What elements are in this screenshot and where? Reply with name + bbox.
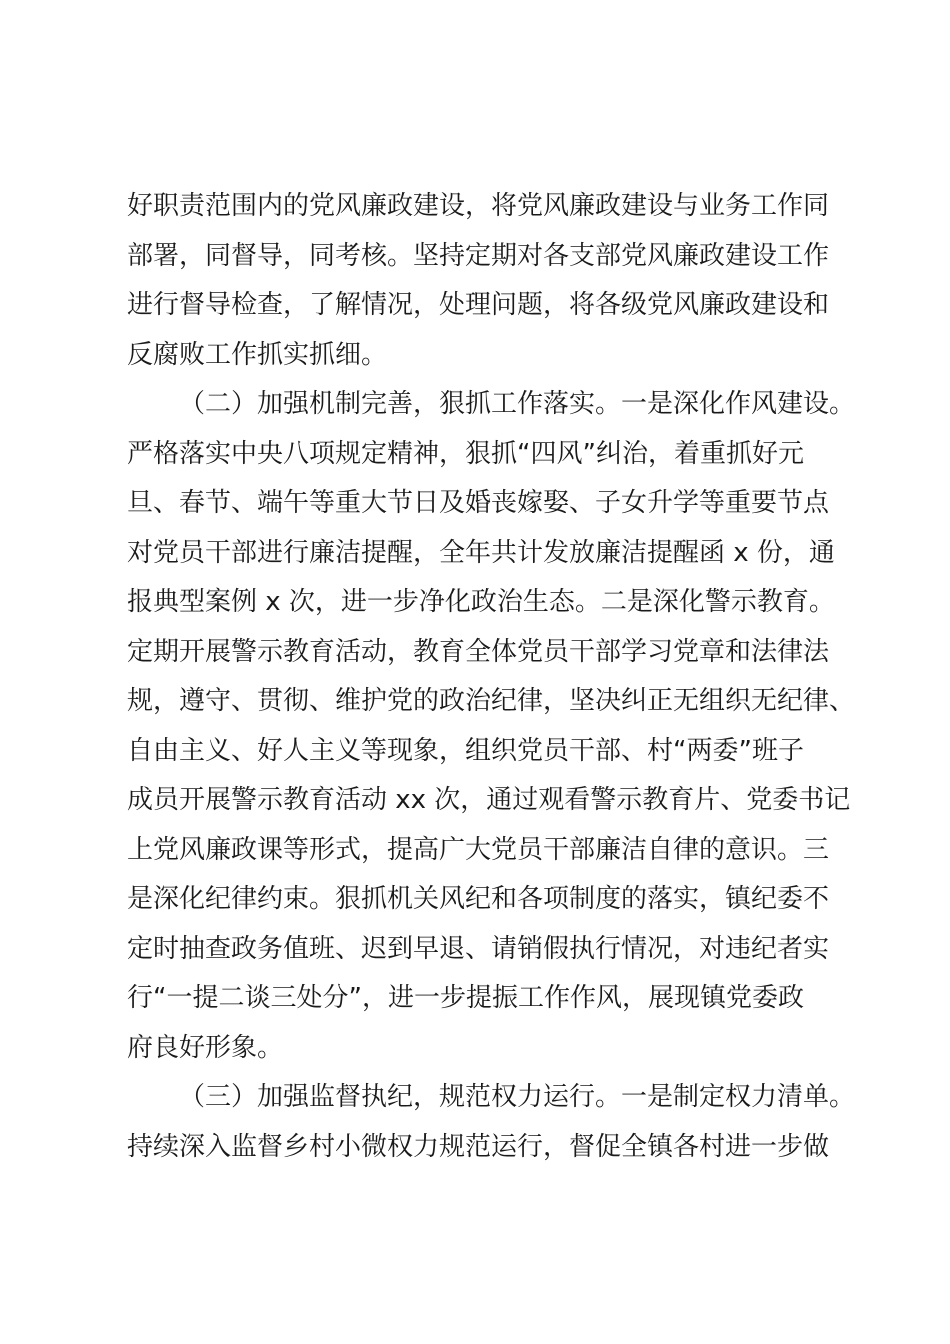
text-line: 旦、春节、端午等重大节日及婚丧嫁娶、子女升学等重要节点 xyxy=(127,488,830,518)
text-line: 反腐败工作抓实抓细。 xyxy=(127,339,388,370)
text-line: 自由主义、好人主义等现象，组织党员干部、村“两委”班子 xyxy=(127,735,804,766)
text-line: 规，遵守、贯彻、维护党的政治纪律，坚决纠正无组织无纪律、 xyxy=(127,686,856,716)
text-line: 定时抽查政务值班、迟到早退、请销假执行情况，对违纪者实 xyxy=(127,933,830,964)
text-line: 成员开展警示教育活动 xx 次，通过观看警示教育片、党委书记 xyxy=(127,785,851,815)
text-line: 进行督导检查，了解情况，处理问题，将各级党风廉政建设和 xyxy=(127,290,830,320)
text-line: 报典型案例 x 次，进一步净化政治生态。二是深化警示教育。 xyxy=(127,587,835,617)
text-line: 府良好形象。 xyxy=(127,1032,284,1063)
text-line: 部署，同督导，同考核。坚持定期对各支部党风廉政建设工作 xyxy=(127,240,830,271)
text-line: 好职责范围内的党风廉政建设，将党风廉政建设与业务工作同 xyxy=(127,191,830,221)
text-line: 行“一提二谈三处分”，进一步提振工作作风，展现镇党委政 xyxy=(127,983,804,1013)
text-line: 持续深入监督乡村小微权力规范运行，督促全镇各村进一步做 xyxy=(127,1131,830,1162)
text-line: 严格落实中央八项规定精神，狠抓“四风”纠治，着重抓好元 xyxy=(127,438,804,469)
text-line: 上党风廉政课等形式，提高广大党员干部廉洁自律的意识。三 xyxy=(127,834,830,865)
text-line: 定期开展警示教育活动，教育全体党员干部学习党章和法律法 xyxy=(127,636,830,667)
text-line: 对党员干部进行廉洁提醒，全年共计发放廉洁提醒函 x 份，通 xyxy=(127,537,835,568)
text-line: 是深化纪律约束。狠抓机关风纪和各项制度的落实，镇纪委不 xyxy=(127,884,830,914)
section-heading-line: （三）加强监督执纪，规范权力运行。一是制定权力清单。 xyxy=(179,1082,856,1112)
body-text xyxy=(127,182,856,1172)
section-heading-line: （二）加强机制完善，狠抓工作落实。一是深化作风建设。 xyxy=(179,389,856,419)
